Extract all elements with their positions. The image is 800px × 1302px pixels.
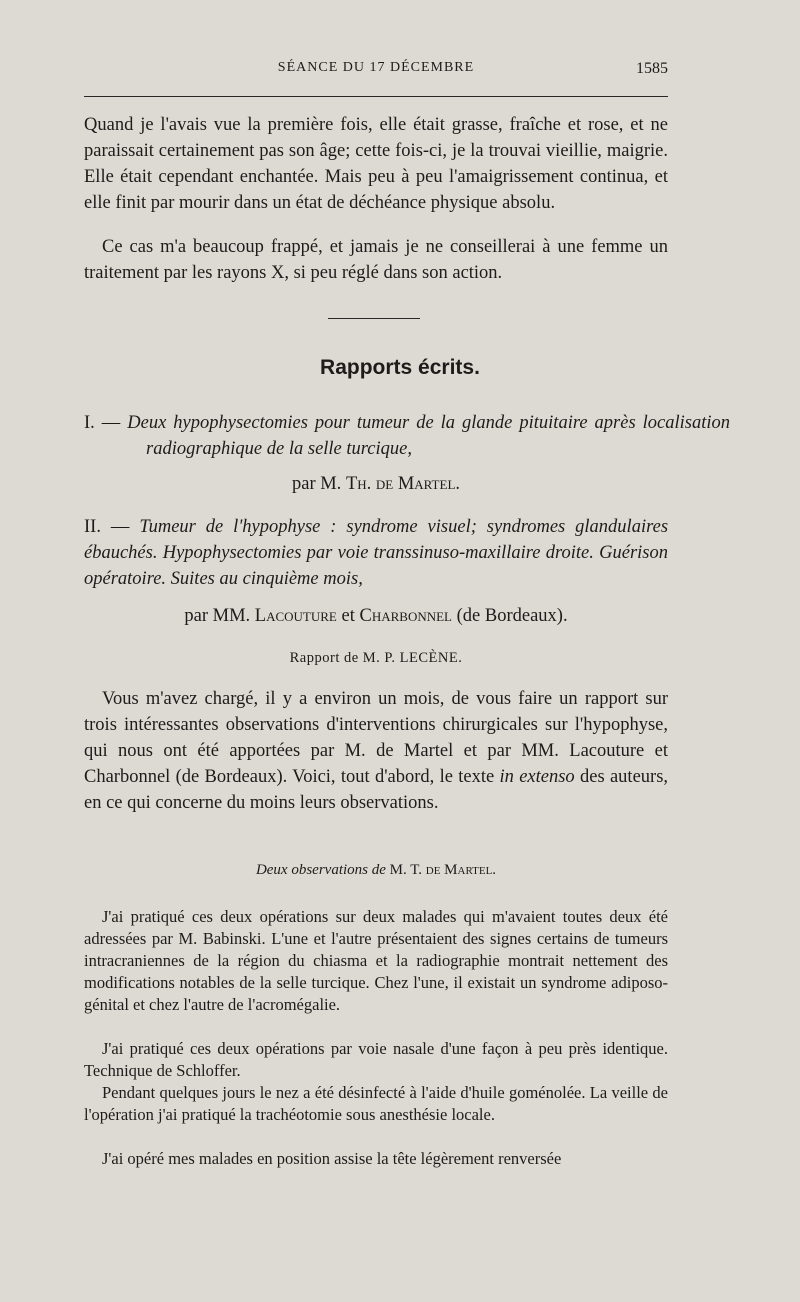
paragraph-1: Quand je l'avais vue la première fois, elle était grasse, fraîche et rose, et ne paraissait certainement pas son âge; cette fois-ci, je la trouvai vieillie, maigrie. Elle était cependant enchantée. Mais peu à peu l'amaigrissement continua, et elle finit par mourir dans un état de déchéance physique absolu. — [84, 115, 668, 213]
report-1-by: par M. — [291, 474, 342, 494]
report-2-title — [84, 514, 668, 592]
report-2-by: par MM. — [184, 606, 251, 626]
report-2-author-2: Charbonnel — [359, 606, 452, 626]
header-rule — [84, 96, 668, 97]
page-number: 1585 — [636, 60, 668, 77]
intro-paragraph — [84, 686, 668, 816]
section-title: Rapports écrits. — [320, 356, 480, 379]
report-1-numeral: I. — — [84, 413, 121, 433]
observation-paragraph-1: J'ai pratiqué ces deux opérations sur deux malades qui m'avaient toutes deux été adressées par M. Babinski. L'une et l'autre présentaient des signes certains de tumeurs intracraniennes de la région du chiasma et la radiographie montrait nettement des modifications notables de la selle turcique. Chez l'une, il existait un syndrome adiposo-génital et chez l'autre de l'acromégalie. — [84, 907, 668, 1014]
observation-paragraph-3: Pendant quelques jours le nez a été désinfecté à l'aide d'huile goménolée. La veille de l'opération j'ai pratiqué la trachéotomie sous anesthésie locale. — [84, 1083, 668, 1124]
running-head — [84, 60, 668, 84]
subheading-lead: Deux observations de — [255, 862, 386, 878]
intro-end: des auteurs, en ce qui concerne du moins leurs observations. — [84, 767, 669, 813]
report-2-numeral: II. — — [84, 517, 130, 537]
subheading-name: M. T. de Martel. — [389, 862, 497, 878]
paragraph-2: Ce cas m'a beaucoup frappé, et jamais je ne conseillerai à une femme un traitement par les rayons X, si peu réglé dans son action. — [84, 237, 668, 283]
running-title: SÉANCE DU 17 DÉCEMBRE — [277, 60, 475, 75]
report-1-title-text: Deux hypophysectomies pour tumeur de la glande pituitaire après localisation radiographique de la selle turcique, — [127, 413, 730, 459]
report-2-city: (de Bordeaux). — [456, 606, 568, 626]
report-2-byline — [84, 606, 668, 627]
intro-text: Vous m'avez chargé, il y a environ un mois, de vous faire un rapport sur trois intéressantes observations d'interventions chirurgicales sur l'hypophyse, qui nous ont été apportées par M. de Martel et par MM. Lacouture et Charbonnel (de Bordeaux). Voici, tout d'abord, le texte — [84, 689, 668, 787]
observations-subheading — [84, 862, 668, 879]
report-1-title — [84, 410, 730, 462]
report-2-joiner: et — [341, 606, 355, 626]
rapporteur-line: Rapport de M. P. LECÈNE. — [289, 650, 463, 666]
report-2-author-1: Lacouture — [254, 606, 337, 626]
report-2-title-text: Tumeur de l'hypophyse : syndrome visuel; syndromes glandulaires ébauchés. Hypophysectomies par voie transsinuso-maxillaire droite. Guérison opératoire. Suites au cinquième mois, — [84, 517, 669, 589]
report-1-byline — [84, 474, 668, 495]
section-divider — [328, 318, 420, 319]
observation-paragraph-4: J'ai opéré mes malades en position assise la tête légèrement renversée — [102, 1149, 562, 1168]
report-1-author: Th. de Martel. — [345, 474, 461, 494]
intro-italic: in extenso — [499, 767, 575, 787]
observation-paragraph-2: J'ai pratiqué ces deux opérations par voie nasale d'une façon à peu près identique. Technique de Schloffer. — [84, 1039, 668, 1080]
